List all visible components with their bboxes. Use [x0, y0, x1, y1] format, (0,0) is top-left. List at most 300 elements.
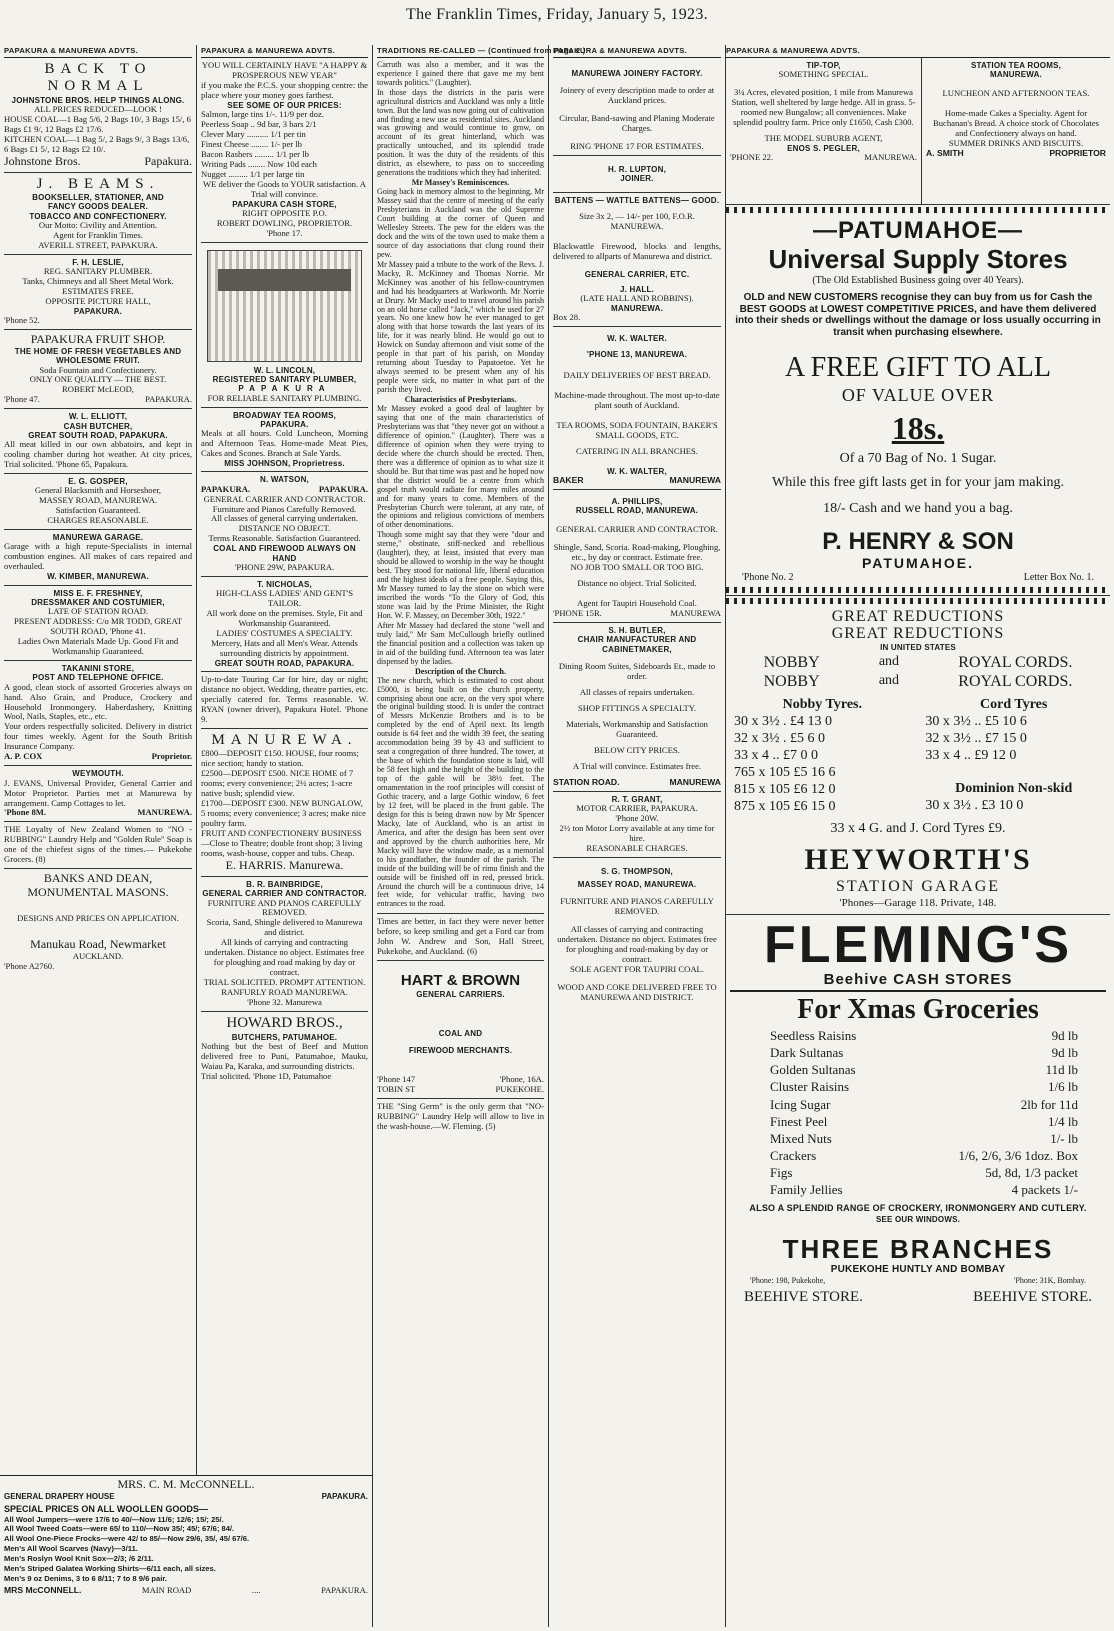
ad-line: SEE SOME OF OUR PRICES: [227, 100, 342, 110]
tiptop-ad [726, 58, 922, 204]
ad-line: Furniture and Pianos Carefully Removed. [212, 503, 357, 514]
ad-line: J. HALL. [619, 284, 655, 294]
ad-line: THE "Sing Germ" is the only germ that "NO-RUBBING" Laundry Help will allow to live in the wash-house.—W. Fleming. (5) [377, 1101, 544, 1132]
ad-line: GENERAL CARRIERS. [416, 989, 505, 999]
article-subheading: Mr Massey's Reminiscences. [411, 178, 510, 188]
list-item: All Wool One-Piece Frocks—were 42/ to 85/—Now 29/6, 35/, 45/ 67/6. [4, 1534, 250, 1544]
price-item: Writing Pads ........ Now 10d each [201, 158, 317, 169]
ad-line: FRUIT AND CONFECTIONERY BUSINESS—Close to Theatre; double front shop; 3 living rooms, wash-house, copper and tubs. Cheap. [201, 828, 363, 859]
grant-ad [553, 792, 721, 858]
ad-line: COAL AND FIREWOOD ALWAYS ON HAND [213, 544, 356, 563]
table-header: Dominion Non-skid [955, 781, 1073, 796]
column-header: TRADITIONS RE-CALLED — (Continued from Page 2.) [377, 45, 544, 58]
ad-line: MASSEY ROAD, MANUREWA. [38, 495, 158, 506]
ad-line: 'Phone 17. [266, 227, 303, 238]
table-row: 765 x 105 £5 16 6 [734, 765, 836, 780]
ad-headline: GREAT REDUCTIONS [831, 624, 1005, 642]
ad-line: NOBBY and ROYAL CORDS. [763, 673, 1073, 691]
gosper-ad [4, 474, 192, 530]
table-row: 30 x 3½ . £4 13 0 [734, 713, 832, 729]
list-item: All Wool Tweed Coats—were 65/ to 110/—Now 35/; 45/; 67/6; 84/. [4, 1524, 235, 1534]
fruit-shop-ad [4, 330, 192, 409]
walter-ad [553, 327, 721, 490]
list-item: Men's Striped Galatea Working Shirts—6/11 each, all sizes. [4, 1563, 216, 1573]
ad-line: Your orders respectfully solicited. Delivery in district four times weekly. Agent for the South British Insurance Company. [4, 721, 192, 752]
top-ads-row [726, 58, 1110, 205]
ad-title: BANKS AND DEAN, [43, 871, 153, 886]
ornamental-border [726, 587, 1110, 593]
ad-line: AUCKLAND. [72, 951, 124, 962]
loyalty-notice [4, 822, 192, 869]
ad-line: A good, clean stock of assorted Groceries always on hand. Also Grain, and Produce, Crockery and Household Ironmongery. Haberdashery, Knitting Wool, Nails, Staples, etc., etc. [4, 681, 192, 722]
table-header: Nobby Tyres. [782, 696, 862, 712]
article-traditions [377, 58, 544, 915]
ad-line: MONUMENTAL MASONS. [27, 885, 169, 900]
ad-line: 'PHONE 13, MANUREWA. [586, 349, 688, 359]
article-paragraph: Though some might say that they were "dour and sterne," obstinate, stiff-necked and rebellious (laughter), they, at least, insisted that every man should be allowed to worship in the way he thought best. They stood for national life, liberal education and the highest ideals of a free people. Saying this, Mr Massey turned to lay the stone on which were inscribed the words "To the Glory of God, this stone was laid by the Prime Minister, the Right Hon. W. F. Massey, on December 30th, 1922." [377, 530, 544, 620]
ad-line: GREAT SOUTH ROAD, PAPAKURA. [28, 430, 168, 440]
ad-line: AVERILL STREET, PAPAKURA. [38, 239, 158, 250]
ad-line: PRESENT ADDRESS: C/o MR TODD, GREAT SOUTH ROAD, 'Phone 41. [13, 616, 183, 637]
ad-title: MANUREWA. [211, 732, 358, 749]
ad-title: PAPAKURA CASH STORE, [232, 199, 337, 209]
ornamental-border [726, 598, 1110, 604]
ad-line: LATE OF STATION ROAD. [47, 606, 149, 617]
ad-title: TIP-TOP, [806, 60, 841, 70]
ad-line: MOTOR CARRIER, PAPAKURA. [576, 802, 698, 813]
ad-line: SHOP FITTINGS A SPECIALTY. [577, 702, 697, 713]
ad-line: GREAT SOUTH ROAD, PAPAKURA. [214, 658, 355, 668]
article-paragraph: After Mr Massey had declared the stone "well and truly laid," Mr Sam McCullough briefly outlined the financial position and a collection was taken up in aid of the building fund. Afternoon tea was later dispensed by the ladies. [377, 620, 544, 666]
ad-line: CASH BUTCHER, [63, 421, 133, 431]
ad-line: Meals at all hours. Cold Luncheon, Morning and Afternoon Teas. Home-made Meat Pies, Cakes and Scones. Branch at Sale Yards. [201, 428, 368, 459]
ad-line: Box 28. [553, 312, 581, 323]
ad-line: BUTCHERS, PATUMAHOE. [231, 1032, 338, 1042]
ad-title: W. L. ELLIOTT, [68, 412, 128, 422]
station-tea-ad [922, 58, 1110, 204]
ad-line: BELOW CITY PRICES. [594, 744, 680, 755]
nobby-tyres [734, 696, 911, 816]
ad-line: (LATE HALL AND ROBBINS). [580, 293, 694, 304]
ad-line: TOBIN ST PUKEKOHE. [377, 1084, 544, 1095]
ad-line: 'Phone A2760. [4, 960, 55, 971]
ad-line: Garage with a high repute-Specialists in internal combustion engines. All makes of cars repaired and overhauled. [4, 541, 192, 572]
article-paragraph: Mr Massey paid a tribute to the work of the Revs. J. Macky, R. McKinney and Thomas Norrie. Mr McKinney was another of his fellow-countrymen and had his headquarters at Warkworth. Mr Norrie at Drury. Mr Macky used to travel around his parish on an old horse called "Jack," which he used for 27 years. No one knew how he ever managed to get along with that horse towards the last years of its life, for it was nearly blind. He would go out to Howick on Sunday afternoon and visit some of the people in that part of his parish, on Monday returning about Tuesday to Papatoetoe. Yet he always seemed to be present when any of his people were sick, no matter in what part of the parish they lived. [377, 259, 544, 395]
column-4 [549, 45, 726, 1627]
ad-line: TEA ROOMS, SODA FOUNTAIN, BAKER'S SMALL GOODS, ETC. [556, 419, 718, 440]
ad-title: S. G. THOMPSON, [601, 866, 673, 876]
tyre-table [734, 696, 1102, 816]
garage-ad [4, 530, 192, 585]
ad-line: SUMMER DRINKS AND BISCUITS. [948, 138, 1084, 149]
ad-line: 33 x 4 G. and J. Cord Tyres £9. [830, 821, 1006, 837]
ad-line: Distance no object. Trial Solicited. [577, 578, 697, 589]
thompson-ad [553, 858, 721, 1006]
ad-line: ENOS S. PEGLER, [787, 143, 860, 153]
butler-ad [553, 623, 721, 792]
list-item: Men's Roslyn Wool Knit Sox—2/3; /6 2/11. [4, 1554, 154, 1564]
ad-line: Soda Fountain and Confectionery. [39, 364, 157, 375]
ad-title: —PATUMAHOE— [812, 216, 1024, 244]
ad-line: Home-made Cakes a Specialty. Agent for Buchanan's Bread. A choice stock of Chocolates and Confectionery always on hand. [933, 108, 1099, 139]
ad-title: STATION TEA ROOMS, [970, 60, 1062, 70]
ad-line: Circular, Band-sawing and Planing Moderate Charges. [559, 113, 715, 133]
price-item: Salmon, large tins 1/-. 11/9 per doz. [201, 108, 324, 119]
list-item: Men's All Wool Scarves (Navy)—3/11. [4, 1544, 138, 1554]
ad-line: MASSEY ROAD, MANUREWA. [577, 880, 697, 890]
ad-line: 'Phones—Garage 118. Private, 148. [839, 896, 997, 909]
price-list [4, 1515, 368, 1584]
weymouth-ad [4, 766, 192, 822]
howard-ad [201, 1012, 368, 1085]
ad-line: DAILY DELIVERIES OF BEST BREAD. [563, 369, 711, 380]
banks-dean-ad [4, 869, 192, 975]
ad-line: All meat killed in our own abbatoirs, and kept in cooling chamber during hot weather. At city prices, Trial solicited. 'Phone 65, Papakura. [4, 439, 192, 470]
broadway-ad [201, 408, 368, 473]
ad-title: A. PHILLIPS, [611, 496, 663, 506]
article-paragraph: In those days the districts in the paris were agricultural districts and Auckland was only a little town. But the land was now going out of cultivation and finding a new use as residential sites. Auckland was growing and would continue to grow, on account of its great hinterland, which was practically untouched, and its splendid trade position. It was the duty of the residents of this district, as elsewhere, to pass on to succeeding generations the traditions which they had inherited. [377, 87, 544, 178]
article-paragraph: Carruth was also a member, and it was the experience I gained there that gave me my bent towards politics." (Laughter). [377, 59, 544, 87]
article-subheading: Characteristics of Presbyterians. [404, 395, 517, 405]
list-item: Dark Sultanas 9d lb [770, 1045, 1078, 1061]
ad-line: FIREWOOD MERCHANTS. [408, 1046, 513, 1056]
ad-line: GENERAL CARRIER, ETC. [584, 269, 690, 279]
ad-line: OPPOSITE PICTURE HALL, [45, 295, 151, 306]
ad-line: THE HOME OF FRESH VEGETABLES AND WHOLESOME FRUIT. [14, 346, 182, 366]
list-item: Golden Sultanas 11d lb [770, 1062, 1078, 1078]
ad-line: OLD and NEW CUSTOMERS recognise they can buy from us for Cash the BEST GOODS at LOWEST COMPETITIVE PRICES, and have them delivered into their sheds or dwellings without the damage or loss usually occurring in transit when purchasing elsewhere. [735, 292, 1101, 338]
ad-line: MISS JOHNSON, Proprietress. [224, 459, 345, 469]
battens-ad [553, 193, 721, 327]
ad-line: 'Phone 147 'Phone, 16A. [377, 1074, 544, 1085]
ad-line: NO JOB TOO SMALL OR TOO BIG. [570, 562, 704, 573]
ad-title: E. G. GOSPER, [68, 477, 128, 487]
ad-line: 'Phone 52. [4, 315, 40, 326]
ad-title: HART & BROWN [400, 972, 521, 990]
ad-line: Satisfaction Guaranteed. [55, 505, 141, 516]
table-row: 875 x 105 £6 15 0 [734, 799, 836, 815]
ad-line: TOBACCO AND CONFECTIONERY. [29, 211, 167, 221]
ad-headline: Universal Supply Stores [768, 243, 1068, 274]
ad-title: F. H. LESLIE, [72, 257, 124, 267]
ad-line: PAPAKURA [238, 384, 331, 394]
table-row: 32 x 3½ .. £7 15 0 [925, 730, 1027, 746]
list-item: Family Jellies 4 packets 1/- [770, 1182, 1078, 1198]
ad-line: 'Phone: 198, Pukekohe, 'Phone: 31K, Bombay. [750, 1275, 1086, 1285]
ad-line: A Trial will convince. Estimates free. [572, 760, 702, 771]
cord-tyres [925, 696, 1102, 816]
divider [726, 914, 1110, 915]
ad-line: PAPAKURA. PAPAKURA. [201, 483, 368, 494]
ad-line: REG. SANITARY PLUMBER. [43, 265, 153, 276]
ad-line: GENERAL CARRIER AND CONTRACTOR. [202, 889, 367, 899]
ad-line: Size 3x 2, — 14/- per 100, F.O.R. MANUREWA. [579, 210, 695, 231]
ad-line: PAPAKURA. [260, 419, 309, 429]
sing-germ-notice [377, 1099, 544, 1135]
ad-title: HOWARD BROS., [226, 1015, 343, 1032]
column-header: PAPAKURA & MANUREWA ADVTS. [726, 45, 1110, 58]
ad-line: ALL PRICES REDUCED—LOOK ! [34, 103, 162, 114]
ad-line: £1700—DEPOSIT £300. NEW BUNGALOW, 5 rooms; every convenience; 3 acres; make nice poultry farm. [201, 798, 366, 829]
ad-line: A. SMITH PROPRIETOR [926, 148, 1106, 159]
column-header: PAPAKURA & MANUREWA ADVTS. [553, 45, 721, 58]
ad-line: PUKEKOHE HUNTLY AND BOMBAY [830, 1264, 1006, 1276]
ad-line: PATUMAHOE. [861, 555, 975, 572]
joinery-ad [553, 58, 721, 156]
gift-amount: 18s. [891, 409, 945, 446]
ad-title: MRS. C. M. McCONNELL. [117, 1477, 255, 1491]
ad-merchant: HEYWORTH'S [804, 843, 1032, 877]
ad-line: LADIES' COSTUMES A SPECIALTY. Mercery, Hats and all Men's Wear. Attends surrounding districts by appointment. [211, 628, 358, 658]
list-item: Figs 5d, 8d, 1/3 packet [770, 1165, 1078, 1181]
ad-line: Shingle, Sand, Scoria. Road-making, Ploughing, etc., by day or contract. Estimate free. [553, 542, 721, 563]
list-item: Finest Peel 1/4 lb [770, 1113, 1078, 1129]
ad-title: WEYMOUTH. [72, 769, 124, 779]
ad-line: Blackwattle Firewood, blocks and lengths, delivered to allparts of Manurewa and district. [553, 240, 721, 261]
ad-line: Ladies Own Materials Made Up. Good Fit and Workmanship Guaranteed. [17, 636, 179, 657]
ad-line: BAKER MANUREWA [553, 474, 721, 485]
ad-title: BROADWAY TEA ROOMS, [232, 410, 337, 420]
ad-line: A. P. COX Proprietor. [4, 751, 192, 762]
ad-line: 'Phone 20W. [615, 812, 659, 823]
ad-line: BOOKSELLER, STATIONER, AND [32, 192, 164, 202]
table-row: 33 x 4 .. £7 0 0 [734, 747, 818, 763]
price-item: Bacon Rashers ......... 1/1 per lb [201, 148, 309, 159]
ad-merchant: P. HENRY & SON [822, 527, 1014, 555]
ad-title: W. K. WALTER. [607, 334, 667, 344]
ad-line: Machine-made throughout. The most up-to-date plant south of Auckland. [554, 389, 720, 410]
ad-line: THE Loyalty of New Zealand Women to "NO - RUBBING" Laundry Help and "Golden Rule" Soap is one of the chiefest signs of the times.— Pukekohe Grocers. (8) [4, 824, 192, 865]
ad-line: PAPAKURA. [73, 306, 123, 316]
ad-line: Manukau Road, Newmarket [30, 937, 166, 952]
table-row: 30 x 3½ .. £5 10 6 [925, 713, 1027, 729]
ad-line: RANFURLY ROAD MANUREWA. [221, 987, 348, 998]
ad-line: All classes of general carrying undertaken. [211, 513, 358, 524]
ad-line: RIGHT OPPOSITE P.O. [242, 207, 327, 218]
price-list [201, 110, 368, 180]
ad-headline: GREAT REDUCTIONS [831, 608, 1005, 626]
ad-line: 2½ ton Motor Lorry available at any time for hire. [559, 822, 715, 843]
lincoln-ad [201, 243, 368, 408]
ad-line: GENERAL CARRIER AND CONTRACTOR. [556, 524, 718, 535]
ad-line: FURNITURE AND PIANOS CAREFULLY REMOVED. [560, 896, 714, 917]
ad-title: J. BEAMS. [36, 175, 160, 192]
ad-title: H. R. LUPTON, [607, 164, 666, 174]
ad-line: CATERING IN ALL BRANCHES. [576, 445, 698, 456]
touring-car-ad [201, 672, 368, 729]
ad-line: 'PHONE 29W, PAPAKURA. [234, 561, 335, 572]
ad-title: BATTENS — WATTLE BATTENS— GOOD. [554, 196, 720, 206]
ad-title: PAPAKURA FRUIT SHOP. [30, 332, 166, 347]
masthead: The Franklin Times, Friday, January 5, 1923. [406, 6, 708, 23]
ad-line: ROBERT McLEOD, [62, 384, 134, 395]
ad-line: POST AND TELEPHONE OFFICE. [32, 673, 164, 683]
ad-title: MANUREWA JOINERY FACTORY. [571, 68, 703, 78]
ad-line: Nothing but the best of Beef and Mutton delivered free to Puni, Patumahoe, Mauku, Waiau Pa, Karaka, and surrounding districts. [201, 1040, 368, 1071]
nicholas-ad [201, 577, 368, 672]
ad-line: SEE OUR WINDOWS. [875, 1214, 961, 1224]
patumahoe-ad [726, 215, 1110, 586]
takanini-ad [4, 661, 192, 766]
table-row: 32 x 3½ . £5 6 0 [734, 730, 825, 746]
ad-line: W. KIMBER, MANUREWA. [47, 572, 149, 582]
table-row: 33 x 4 .. £9 12 0 [925, 747, 1017, 763]
price-item: Nugget ......... 1/1 per large tin [201, 168, 305, 179]
ad-line: 18/- Cash and we hand you a bag. [823, 501, 1013, 517]
ad-line: SOMETHING SPECIAL. [778, 69, 869, 80]
ad-line: Tanks, Chimneys and all Sheet Metal Work. [22, 275, 174, 286]
ad-signature: Johnstone Bros. Papakura. [4, 153, 192, 168]
ad-line: 'PHONE 15R. MANUREWA [553, 608, 721, 619]
price-item: Finest Cheese ........ 1/- per lb [201, 138, 302, 149]
ad-line: All work done on the premises. Style, Fit and Workmanship Guaranteed. [206, 608, 363, 629]
bainbridge-ad [201, 877, 368, 1012]
price-item: Peerless Soap .. 9d bar, 3 bars 2/1 [201, 118, 317, 129]
right-panel [726, 45, 1110, 1627]
ad-line: Agent for Franklin Times. [53, 229, 143, 240]
divider [726, 595, 1110, 596]
ad-line: WOOD AND COKE DELIVERED FREE TO MANUREWA AND DISTRICT. [557, 982, 717, 1003]
ad-line: Times are better, in fact they were never better before, so keep smiling and get a Ford car from John W. Andrew and Son, Hall Street, Pukekohe, and Auckland. (6) [377, 916, 544, 957]
ad-line: ESTIMATES FREE. [62, 285, 134, 296]
ad-line: CHARGES REASONABLE. [47, 515, 149, 526]
ad-line: FOR RELIABLE SANITARY PLUMBING. [207, 392, 362, 403]
ad-line: DESIGNS AND PRICES ON APPLICATION. [17, 913, 179, 924]
article-paragraph: Going back in memory almost to the beginning, Mr Massey said that the centre of meeting of the early Presbyterians in Auckland was the old Supreme Court building at the corner of Queen and Wellesley Streets. The pew for the elders was the dock and the wits of the town used to make them a source of day associations that clung round their pew. [377, 187, 544, 259]
ad-line: THE MODEL SUBURB AGENT, [764, 132, 883, 143]
ad-line: Of a 70 Bag of No. 1 Sugar. [839, 450, 997, 466]
ad-line: REASONABLE CHARGES. [586, 842, 688, 853]
ad-line: COAL AND [438, 1028, 483, 1038]
ad-line: REGISTERED SANITARY PLUMBER, [212, 375, 357, 385]
column-header: PAPAKURA & MANUREWA ADVTS. [4, 45, 192, 58]
list-item: Crackers 1/6, 2/6, 3/6 1doz. Box [770, 1148, 1078, 1164]
ad-title: BACK TO NORMAL [44, 60, 152, 95]
ad-line: 3¼ Acres, elevated position, 1 mile from Manurewa Station, well sheltered by large hedge. All in grass. 5-roomed new Bungalow; all conveniences. Make splendid poultry farm. Price only £1650, Cash £300. [731, 87, 916, 127]
ad-line: Materials, Workmanship and Satisfaction Guaranteed. [566, 718, 708, 739]
ad-line: FANCY GOODS DEALER. [47, 202, 149, 212]
ad-line: SOLE AGENT FOR TAUPIRI COAL. [570, 964, 704, 975]
ad-line: ALSO A SPLENDID RANGE OF CROCKERY, IRONMONGERY AND CUTLERY. [749, 1202, 1087, 1213]
column-2 [197, 45, 373, 1475]
ad-line: General Blacksmith and Horseshoer, [34, 485, 162, 496]
ad-title: MANUREWA GARAGE. [52, 533, 144, 543]
ad-title: B. R. BAINBRIDGE, [246, 879, 323, 889]
ad-line: WE deliver the Goods to YOUR satisfaction. A Trial will convince. [203, 178, 366, 199]
ad-line: GENERAL CARRIER AND CONTRACTOR. [203, 493, 366, 504]
column-header: PAPAKURA & MANUREWA ADVTS. [201, 45, 368, 58]
ad-line: MANUREWA. [610, 304, 664, 314]
table-header: Cord Tyres [980, 696, 1048, 712]
ad-line: E. HARRIS. Manurewa. [225, 858, 344, 873]
article-paragraph: The new church, which is estimated to cost about £5000, is being built on the church property, comprising about one acre, on the very spot where the original building stood. It is under the contract of Messrs McKenzie Brothers and is to be completed by the end of April next. Its length outside is 64 feet and the width 39 feet, the seating accommodation being 39 by 43 and sufficient to seat a congregation of three hundred. The tower, at the base of which the foundation stone is laid, will be 58 feet high and the height of the building to the top of the gable will be 38½ feet. The ornamentation in the roof principles will consist of Gothic tracery, and a large Gothic window, 6 feet by 12 feet, will be placed in the front gable. The design for this is being drawn now by Mr Spencer Macky, late of Auckland, who is an artist in America, and after the design has been sent over and approved by the church authorities here, Mr Macky will have the window made, as a memorial to his grandfather, the founder of the parish. The inside of the building will be of rimu finish and the outside will be finished off in red, pressed brick. Around the church will be a continuous drive, 14 feet wide, for vehicular traffic, having two entrances to the road. [377, 675, 544, 909]
johnstone-ad [4, 58, 192, 173]
ad-line: BEEHIVE STORE. BEEHIVE STORE. [744, 1289, 1092, 1306]
ad-line: DRESSMAKER AND COSTUMIER, [31, 597, 165, 607]
ad-title: N. WATSON, [260, 475, 309, 485]
ad-line: GENERAL DRAPERY HOUSE PAPAKURA. [4, 1491, 368, 1501]
ad-line: LUNCHEON AND AFTERNOON TEAS. [942, 88, 1090, 99]
ad-line: J. EVANS, Universal Provider, General Carrier and Motor Proprietor. Parties met at Manurewa by arrangement. Camp Cottages to let. [4, 777, 192, 808]
ad-line: MANUREWA. [989, 70, 1043, 80]
storefront-image [207, 250, 362, 362]
ad-line: NOBBY and ROYAL CORDS. [763, 653, 1073, 671]
ad-line: 'Phone No. 2 Letter Box No. 1. [742, 571, 1094, 583]
ad-line: MRS McCONNELL. MAIN ROAD .... PAPAKURA. [4, 1584, 368, 1595]
newspaper-page [0, 33, 1114, 1631]
free-gift-headline: A FREE GIFT TO ALL [784, 352, 1052, 384]
column-1 [0, 45, 197, 1627]
list-item: Cluster Raisins 1/6 lb [770, 1079, 1078, 1095]
ad-title: T. NICHOLAS, [257, 579, 312, 589]
ad-title: W. L. LINCOLN, [253, 365, 316, 375]
ad-line: YOU WILL CERTAINLY HAVE "A HAPPY & PROSPEROUS NEW YEAR" [201, 59, 368, 80]
fleming-ad [726, 917, 1110, 1309]
hart-brown-ad [377, 961, 544, 1099]
ad-line: 'PHONE 22. MANUREWA. [730, 152, 917, 163]
ad-line: DISTANCE NO OBJECT. [238, 523, 331, 534]
ad-line: Up-to-date Touring Car for hire, day or night; distance no object. Wedding, theatre parties, etc. specially catered for. Terms reasonable. W. RYAN (owner driver), Papakura Hotel. 'Phone 9. [201, 674, 368, 725]
ad-title: S. H. BUTLER, [608, 626, 666, 636]
ad-headline: THREE BRANCHES [782, 1234, 1054, 1265]
ad-line: (The Old Established Business going over 40 Years). [812, 274, 1024, 286]
table-row: 30 x 3½ . £3 10 0 [925, 798, 1024, 814]
list-item: Men's 9 oz Denims, 3 to 6 8/11; 7 to 8 9/6 pair. [4, 1573, 168, 1583]
grocery-list [730, 1027, 1106, 1199]
ad-line: KITCHEN COAL—1 Bag 5/, 2 Bags 9/, 3 Bags 13/6, 6 Bags £1 5/, 12 Bags £2 10/. [4, 133, 190, 154]
ad-line: While this free gift lasts get in for your jam making. [772, 475, 1064, 491]
ad-line: Our Motto: Civility and Attention. [38, 219, 158, 230]
ad-line: ONLY ONE QUALITY — THE BEST. [29, 374, 167, 385]
ad-line: JOINER. [620, 174, 654, 184]
cash-store-ad [201, 58, 368, 243]
ad-line: OF VALUE OVER [841, 384, 995, 405]
elliott-ad [4, 409, 192, 474]
tyres-ad [726, 606, 1110, 911]
article-subheading: Description of the Church. [415, 666, 506, 676]
ad-line: RUSSELL ROAD, MANUREWA. [575, 506, 699, 516]
ad-line: All kinds of carrying and contracting undertaken. Distance no object. Estimates free for ploughing and road making by day or contract. [204, 937, 365, 978]
ad-line: Agent for Taupiri Household Coal. [577, 598, 697, 609]
ad-line: £2500—DEPOSIT £500. NICE HOME of 7 rooms; every convenience; 2½ acres; 1-acre native bush; splendid view. [201, 768, 354, 799]
ad-line: All classes of repairs undertaken. [579, 686, 695, 697]
ad-headline: For Xmas Groceries [797, 993, 1039, 1025]
phillips-ad [553, 490, 721, 623]
beams-ad [4, 173, 192, 255]
ad-line: Terms Reasonable. Satisfaction Guaranteed. [208, 533, 361, 544]
manurewa-property-ad [201, 729, 368, 877]
ad-title: TAKANINI STORE, [61, 664, 135, 674]
ad-line: IN UNITED STATES [880, 643, 956, 653]
ad-line: RING 'PHONE 17 FOR ESTIMATES. [570, 140, 704, 151]
ad-line: Scoria, Sand, Shingle delivered to Manurewa and district. [206, 917, 363, 938]
ad-line: if you make the P.C.S. your shopping centre: the place where your money goes farthest. [201, 79, 368, 100]
ad-subtitle: JOHNSTONE BROS. HELP THINGS ALONG. [11, 95, 185, 105]
ad-line: CHAIR MANUFACTURER AND CABINETMAKER, [577, 635, 697, 654]
ornamental-border [726, 207, 1110, 213]
article-paragraph: Mr Massey evoked a good deal of laughter by saying that one of the main characteristics of Presbyterians was that "they never got on without a difference of opinion." (Laughter). There was a difference of opinion when they were trying to decide where the church should be erected. Then, there was a difference of opinion as to what size it should be. But that time was past and he hoped now that the district would be a centre from which gospel truth would radiate for many miles around and for many years to come. Members of the Presbyterian Church were tolerant, at any rate, of the opinions and religious convictions of members of other denominations. [377, 404, 544, 530]
ad-line: Beehive CASH STORES [730, 971, 1106, 992]
ad-line: FURNITURE AND PIANOS CAREFULLY REMOVED. [207, 897, 362, 918]
mcconnell-ad [0, 1475, 373, 1627]
ad-line: STATION ROAD. MANUREWA [553, 776, 721, 787]
ad-line: SPECIAL PRICES ON ALL WOOLLEN GOODS— [4, 1504, 208, 1515]
list-item: Seedless Raisins 9d lb [770, 1027, 1078, 1043]
ad-line: HIGH-CLASS LADIES' AND GENT'S TAILOR. [215, 588, 354, 609]
ad-title: R. T. GRANT, [611, 794, 663, 804]
price-item: Clever Mary .......... 1/1 per tin [201, 128, 306, 139]
freshney-ad [4, 586, 192, 661]
